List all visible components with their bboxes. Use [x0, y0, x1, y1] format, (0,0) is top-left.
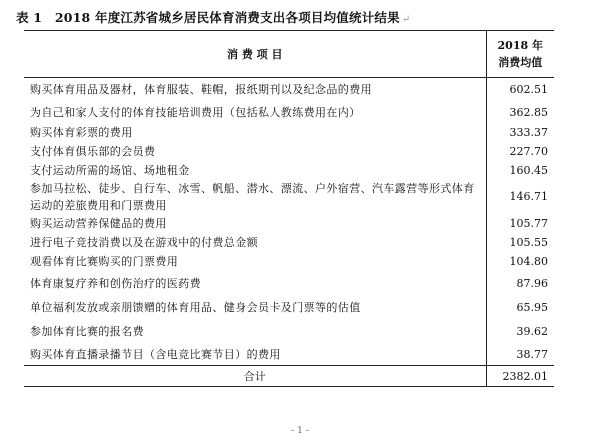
table-row	[24, 252, 554, 271]
row-item: 购买运动营养保健品的费用	[30, 216, 167, 230]
row-value: 105.77	[486, 214, 554, 233]
header-year: 2018 年	[497, 39, 543, 52]
row-value: 38.77	[486, 344, 554, 366]
page-number: - 1 -	[291, 426, 309, 436]
row-item: 参加体育比赛的报名费	[30, 325, 144, 338]
header-mean: 消费均值	[498, 56, 543, 69]
total-row	[24, 366, 554, 387]
row-item: 观看体育比赛购买的门票费用	[30, 254, 179, 268]
header-value	[486, 31, 554, 78]
row-item: 单位福利发放或亲朋馈赠的体育用品、健身会员卡及门票等的估值	[30, 301, 361, 314]
row-value: 65.95	[486, 296, 554, 320]
row-value: 87.96	[486, 271, 554, 296]
row-item: 体育康复疗养和创伤治疗的医药费	[30, 276, 201, 290]
paragraph-mark-icon: ↵	[401, 14, 411, 25]
header-item: 消 费 项 目	[24, 31, 486, 78]
table-row	[24, 296, 554, 320]
row-value: 602.51	[486, 78, 554, 102]
row-value: 146.71	[486, 180, 554, 214]
row-item: 购买体育彩票的费用	[30, 125, 133, 139]
total-label: 合计	[24, 366, 486, 387]
row-item: 支付运动所需的场馆、场地租金	[30, 163, 190, 177]
row-item: 为自己和家人支付的体育技能培训费用（包括私人教练费用在内）	[30, 105, 361, 119]
total-value: 2382.01	[486, 366, 554, 387]
row-item: 购买体育用品及器材，体育服装、鞋帽，报纸期刊以及纪念品的费用	[30, 83, 372, 97]
row-item: 购买体育直播录播节目（含电竞比赛节目）的费用	[30, 347, 281, 361]
row-value: 227.70	[486, 142, 554, 161]
row-value: 104.80	[486, 252, 554, 271]
table-row	[24, 180, 554, 214]
table-row	[24, 161, 554, 180]
table-row	[24, 233, 554, 252]
table-row	[24, 78, 554, 102]
table-row	[24, 102, 554, 123]
row-value: 362.85	[486, 102, 554, 123]
row-value: 333.37	[486, 123, 554, 142]
table-row	[24, 344, 554, 366]
row-item: 进行电子竞技消费以及在游戏中的付费总金额	[30, 235, 258, 249]
table-header-row	[24, 31, 554, 78]
table-row	[24, 320, 554, 344]
table-title	[16, 8, 410, 26]
row-item: 支付体育俱乐部的会员费	[30, 144, 156, 158]
row-value: 39.62	[486, 320, 554, 344]
expense-table	[24, 30, 554, 387]
table-title-text: 表 1 2018 年度江苏省城乡居民体育消费支出各项目均值统计结果	[16, 10, 400, 25]
row-item: 参加马拉松、徒步、自行车、冰雪、帆船、潜水、漂流、户外宿营、汽车露营等形式体育运动的差旅费用和门票费用	[30, 181, 475, 212]
table-row	[24, 142, 554, 161]
row-value: 160.45	[486, 161, 554, 180]
table-row	[24, 214, 554, 233]
table-row	[24, 271, 554, 296]
row-value: 105.55	[486, 233, 554, 252]
table-row	[24, 123, 554, 142]
